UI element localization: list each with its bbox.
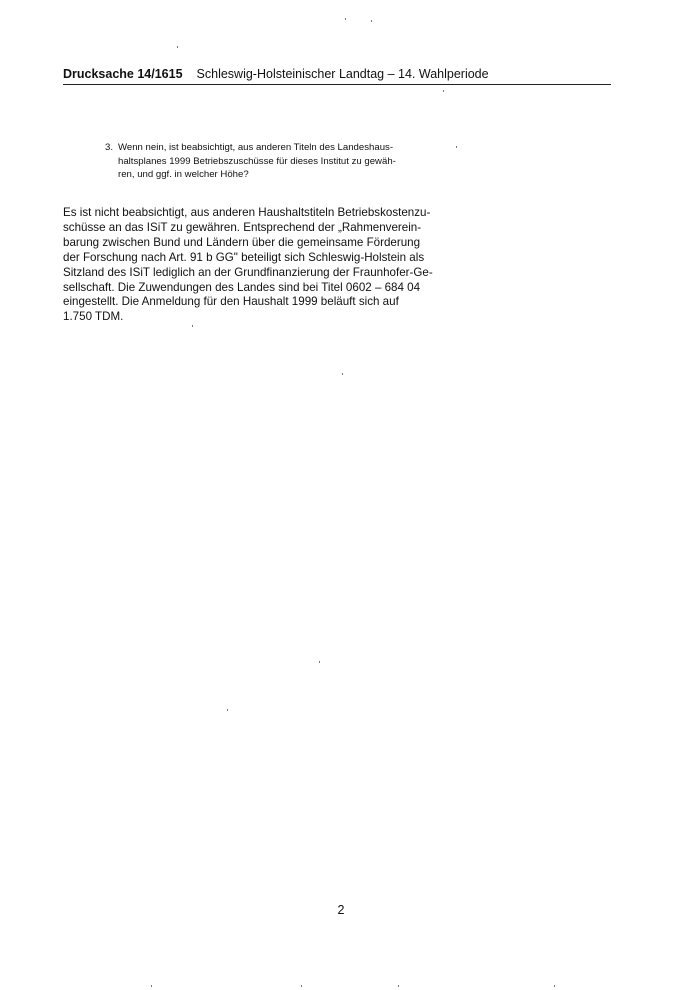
scan-speck: [227, 709, 228, 711]
scan-speck: [319, 661, 320, 663]
answer-line: eingestellt. Die Anmeldung für den Haushalt 1999 beläuft sich auf: [63, 295, 399, 309]
answer-line: Sitzland des ISiT lediglich an der Grundfinanzierung der Fraunhofer-Ge-: [63, 265, 433, 279]
scan-speck: [456, 146, 457, 148]
scan-speck: [151, 985, 152, 987]
answer-line: sellschaft. Die Zuwendungen des Landes sind bei Titel 0602 – 684 04: [63, 280, 421, 294]
scan-speck: [345, 18, 346, 20]
scan-speck: [398, 985, 399, 987]
answer-line: 1.750 TDM.: [63, 310, 124, 324]
answer-line: Es ist nicht beabsichtigt, aus anderen Haushaltstiteln Betriebskostenzu-: [63, 206, 431, 219]
question-line: haltsplanes 1999 Betriebszuschüsse für dieses Institut zu gewäh-: [118, 155, 396, 167]
page-header: [63, 64, 611, 85]
scan-speck: [177, 46, 178, 48]
scan-speck: [192, 325, 193, 327]
scan-speck: [371, 20, 372, 22]
document-id: Drucksache 14/1615: [63, 67, 183, 81]
answer-line: der Forschung nach Art. 91 b GG" beteiligt sich Schleswig-Holstein als: [63, 250, 425, 264]
scan-speck: [301, 985, 302, 987]
answer-line: schüsse an das ISiT zu gewähren. Entsprechend der „Rahmenverein-: [63, 220, 422, 234]
parliament-title: Schleswig-Holsteinischer Landtag – 14. Wahlperiode: [196, 67, 489, 81]
scan-speck: [342, 373, 343, 375]
scan-speck: [554, 985, 555, 987]
page-number: 2: [337, 903, 345, 917]
question-line: Wenn nein, ist beabsichtigt, aus anderen Titeln des Landeshaus-: [118, 142, 394, 153]
scan-speck: [443, 90, 444, 92]
question-line: ren, und ggf. in welcher Höhe?: [118, 169, 249, 180]
answer-line: barung zwischen Bund und Ländern über die gemeinsame Förderung: [63, 235, 421, 249]
question-number: 3.: [105, 142, 114, 153]
